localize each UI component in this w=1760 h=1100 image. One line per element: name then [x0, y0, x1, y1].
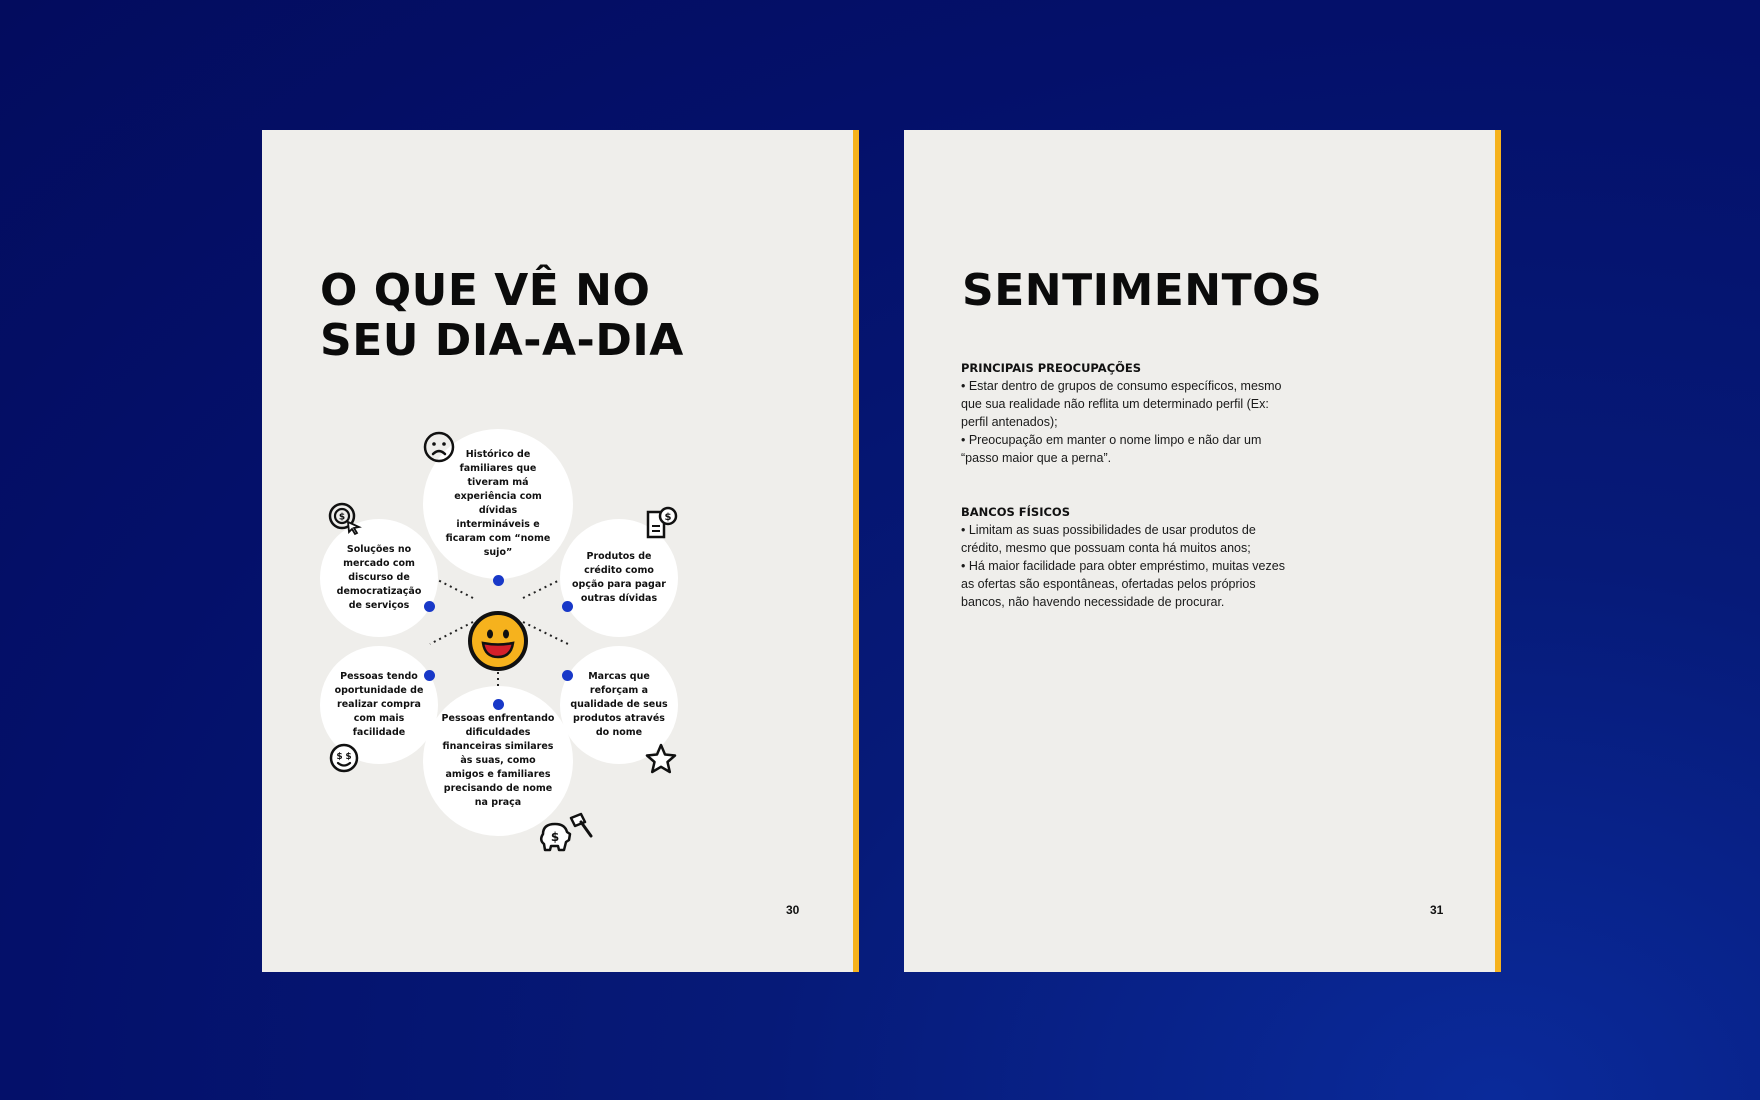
- right-page: [904, 130, 1501, 972]
- money-eyes-face-icon: [328, 742, 360, 774]
- section-physical-banks: [961, 505, 1341, 611]
- section-heading: BANCOS FÍSICOS: [961, 505, 1070, 519]
- section-heading: PRINCIPAIS PREOCUPAÇÕES: [961, 361, 1142, 375]
- connector-dot: [562, 601, 573, 612]
- svg-text:$: $: [336, 752, 343, 762]
- svg-text:$: $: [345, 752, 352, 762]
- piggy-bank-hammer-icon: [535, 812, 597, 858]
- svg-text:$: $: [550, 830, 560, 844]
- page-edge-accent: [1495, 130, 1501, 972]
- svg-text:$: $: [664, 512, 672, 523]
- svg-text:$: $: [338, 512, 346, 523]
- connector-dot: [424, 601, 435, 612]
- page-number: 30: [786, 903, 800, 917]
- money-target-click-icon: [328, 502, 362, 536]
- left-page-title: O QUE VÊ NO SEU DIA-A-DIA: [320, 265, 684, 366]
- section-text: • Limitam as suas possibilidades de usar produtos de crédito, mesmo que possuam conta há muitos anos; • Há maior facilidade para obter empréstimo, muitas vezes as ofertas são espontâneas, ofertadas pelos próprios bancos, não havendo necessidade de procurar.: [961, 523, 1285, 609]
- connector-dot: [562, 670, 573, 681]
- happy-face-icon: [467, 610, 529, 672]
- section-text: • Estar dentro de grupos de consumo específicos, mesmo que sua realidade não reflita um determinado perfil (Ex: perfil antenados); • Preocupação em manter o nome limpo e não dar um “passo maior que a perna”.: [961, 379, 1282, 465]
- page-number: 31: [1430, 903, 1444, 917]
- connector-dot: [493, 699, 504, 710]
- bubble-text: Pessoas tendo oportunidade de realizar compra com mais facilidade: [334, 671, 424, 738]
- connector-dot: [493, 575, 504, 586]
- bubble-text: Produtos de crédito como opção para pagar outras dívidas: [572, 551, 666, 604]
- bubble-text: Soluções no mercado com discurso de democratização de serviços: [336, 544, 422, 611]
- connector-dot: [424, 670, 435, 681]
- sad-face-icon: [422, 430, 456, 464]
- left-page: [262, 130, 859, 972]
- bubble-text: Histórico de familiares que tiveram má experiência com dívidas intermináveis e ficaram com “nome sujo”: [445, 449, 551, 558]
- invoice-dollar-icon: [644, 506, 678, 540]
- bubble-text: Pessoas enfrentando dificuldades financeiras similares às suas, como amigos e familiares precisando de nome na praça: [441, 713, 555, 808]
- bubble-market-solutions: [320, 519, 438, 637]
- bubble-text: Marcas que reforçam a qualidade de seus produtos através do nome: [570, 671, 668, 738]
- right-page-title: SENTIMENTOS: [962, 265, 1323, 316]
- section-main-concerns: [961, 361, 1341, 467]
- star-icon: [644, 742, 678, 776]
